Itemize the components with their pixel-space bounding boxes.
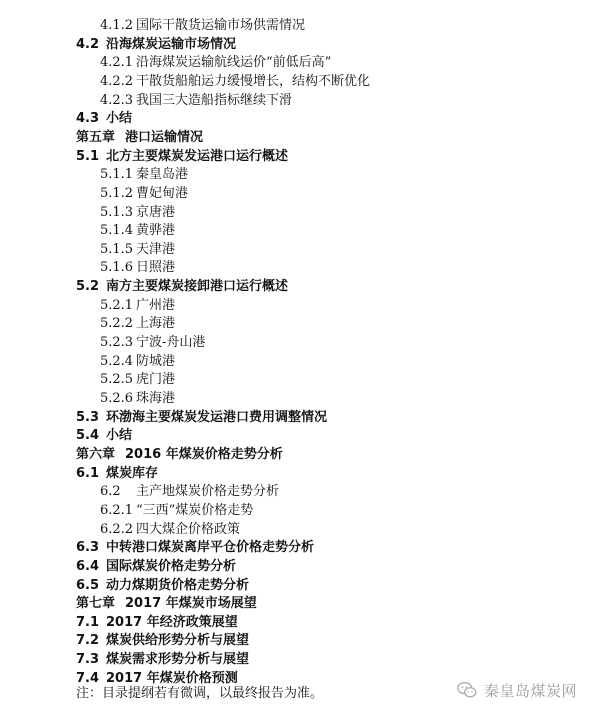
toc-entry: [76, 278, 288, 296]
toc-entry: [100, 390, 175, 408]
toc-entry-title: 虎门港: [136, 372, 176, 388]
toc-entry: [76, 539, 314, 557]
toc-entry-title: 宁波-舟山港: [136, 335, 206, 351]
toc-entry: [76, 465, 158, 483]
toc-entry: [76, 446, 283, 464]
toc-entry: [100, 259, 175, 277]
toc-entry-number: 7.4: [76, 670, 100, 686]
toc-entry-title: 动力煤期货价格走势分析: [106, 577, 250, 593]
toc-entry-number: 4.2.3: [100, 92, 134, 108]
toc-entry-title: 主产地煤炭价格走势分析: [136, 484, 280, 500]
footnote: 注：目录提纲若有微调，以最终报告为准。: [76, 686, 324, 701]
toc-entry-number: 5.2.6: [100, 391, 134, 406]
toc-entry-title: 沿海煤炭运输航线运价“前低后高”: [136, 55, 332, 71]
toc-entry-title: 小结: [106, 428, 133, 444]
toc-entry: [100, 353, 175, 371]
toc-entry-number: 5.2.1: [100, 297, 134, 313]
toc-entry-number: 6.2.2: [100, 521, 134, 537]
toc-entry-title: 曹妃甸港: [136, 185, 189, 201]
toc-entry-title: 煤炭需求形势分析与展望: [106, 652, 250, 668]
toc-entry-number: 4.2.1: [100, 55, 134, 71]
toc-entry-number: 6.3: [76, 540, 100, 556]
toc-entry-number: 6.2: [100, 484, 121, 500]
toc-entry: [76, 632, 249, 650]
toc-entry-number: 第五章: [76, 129, 116, 145]
toc-entry-title: 四大煤企价格政策: [136, 521, 241, 537]
toc-entry: [100, 297, 175, 315]
toc-entry: [100, 222, 175, 240]
toc-entry: [100, 166, 188, 184]
toc-entry-number: 5.1.3: [100, 204, 134, 220]
toc-entry: [100, 241, 175, 259]
toc-entry: [100, 17, 305, 35]
toc-entry: [100, 204, 175, 222]
toc-entry: [100, 54, 331, 72]
toc-entry-title: 广州港: [136, 297, 176, 313]
toc-entry: [76, 409, 327, 427]
toc-entry: [76, 427, 132, 445]
toc-entry: [76, 129, 203, 147]
toc-entry-title: 珠海港: [136, 391, 176, 406]
toc-entry-title: 中转港口煤炭离岸平仓价格走势分析: [106, 540, 315, 556]
wechat-icon: [456, 679, 478, 701]
toc-entry: [100, 315, 175, 333]
toc-entry-number: 4.2.2: [100, 73, 134, 89]
toc-entry: [76, 110, 132, 128]
toc-entry-number: 4.1.2: [100, 18, 134, 33]
toc-entry-number: 5.2.3: [100, 335, 134, 351]
toc-entry-number: 5.1.5: [100, 241, 134, 257]
toc-entry-number: 5.4: [76, 428, 100, 444]
toc-entry: [100, 334, 205, 352]
toc-entry-number: 5.2.2: [100, 316, 134, 332]
toc-entry-title: 上海港: [136, 316, 176, 332]
toc-entry-title: 京唐港: [136, 204, 176, 220]
toc-entry-number: 4.2: [76, 36, 100, 52]
toc-entry-title: 国际煤炭价格走势分析: [106, 558, 237, 574]
toc-entry-number: 5.3: [76, 409, 100, 425]
watermark: [456, 678, 577, 702]
toc-entry-number: 7.2: [76, 633, 100, 649]
toc-entry-title: 干散货船舶运力缓慢增长，结构不断优化: [136, 73, 371, 89]
toc-entry-number: 5.1.4: [100, 223, 134, 239]
toc-entry-title: 沿海煤炭运输市场情况: [106, 36, 237, 52]
toc-entry-title: 2017 年煤炭价格预测: [106, 670, 238, 686]
toc-entry-title: 小结: [106, 111, 133, 127]
toc-entry-title: 2017 年煤炭市场展望: [125, 596, 257, 612]
toc-entry-number: 5.1.1: [100, 167, 134, 183]
toc-entry-title: 防城港: [136, 353, 176, 369]
toc-entry-title: 2016 年煤炭价格走势分析: [125, 446, 283, 462]
toc-entry: [76, 595, 257, 613]
watermark-text: 秦皇岛煤炭网: [484, 681, 578, 700]
toc-entry-title: 港口运输情况: [125, 129, 204, 145]
toc-entry-number: 6.4: [76, 558, 100, 574]
toc-entry-number: 5.1.6: [100, 260, 134, 276]
toc-entry-title: 环渤海主要煤炭发运港口费用调整情况: [106, 409, 328, 425]
toc-entry-title: 煤炭库存: [106, 465, 159, 481]
toc-entry-title: 国际干散货运输市场供需情况: [136, 18, 306, 33]
toc-entry: [100, 92, 292, 110]
toc-entry-number: 7.3: [76, 652, 100, 668]
toc-entry-number: 6.1: [76, 465, 100, 481]
toc-entry: [76, 651, 249, 669]
toc-entry: [76, 614, 238, 632]
toc-entry: [100, 185, 188, 203]
toc-entry: [100, 521, 240, 539]
toc-entry-title: 煤炭供给形势分析与展望: [106, 633, 250, 649]
toc-entry-title: 黄骅港: [136, 223, 176, 239]
toc-entry: [76, 577, 249, 595]
toc-entry: [76, 558, 236, 576]
toc-entry-title: 南方主要煤炭接卸港口运行概述: [106, 279, 289, 295]
toc-entry-title: 我国三大造船指标继续下滑: [136, 92, 293, 108]
toc-entry-title: 秦皇岛港: [136, 167, 189, 183]
toc-entry: [100, 73, 370, 91]
toc-entry: [100, 371, 175, 389]
toc-entry: [76, 36, 236, 54]
toc-entry-number: 5.1.2: [100, 185, 134, 201]
toc-entry-number: 6.5: [76, 577, 100, 593]
toc-entry-title: “三西”煤炭价格走势: [136, 502, 254, 518]
toc-entry-title: 北方主要煤炭发运港口运行概述: [106, 148, 289, 164]
toc-entry-number: 5.1: [76, 148, 100, 164]
toc-entry: [100, 502, 253, 520]
toc-entry-number: 4.3: [76, 111, 100, 127]
toc-entry-number: 第六章: [76, 446, 116, 462]
toc-entry-number: 5.2: [76, 279, 100, 295]
toc-entry-title: 天津港: [136, 241, 176, 257]
toc-entry-number: 5.2.5: [100, 372, 134, 388]
toc-entry-number: 7.1: [76, 614, 100, 630]
toc-entry-title: 日照港: [136, 260, 176, 276]
toc-entry-number: 第七章: [76, 596, 116, 612]
toc-entry: [100, 483, 279, 501]
toc-entry-number: 6.2.1: [100, 502, 134, 518]
toc-entry-number: 5.2.4: [100, 353, 134, 369]
toc-entry: [76, 148, 288, 166]
toc-entry-title: 2017 年经济政策展望: [106, 614, 238, 630]
